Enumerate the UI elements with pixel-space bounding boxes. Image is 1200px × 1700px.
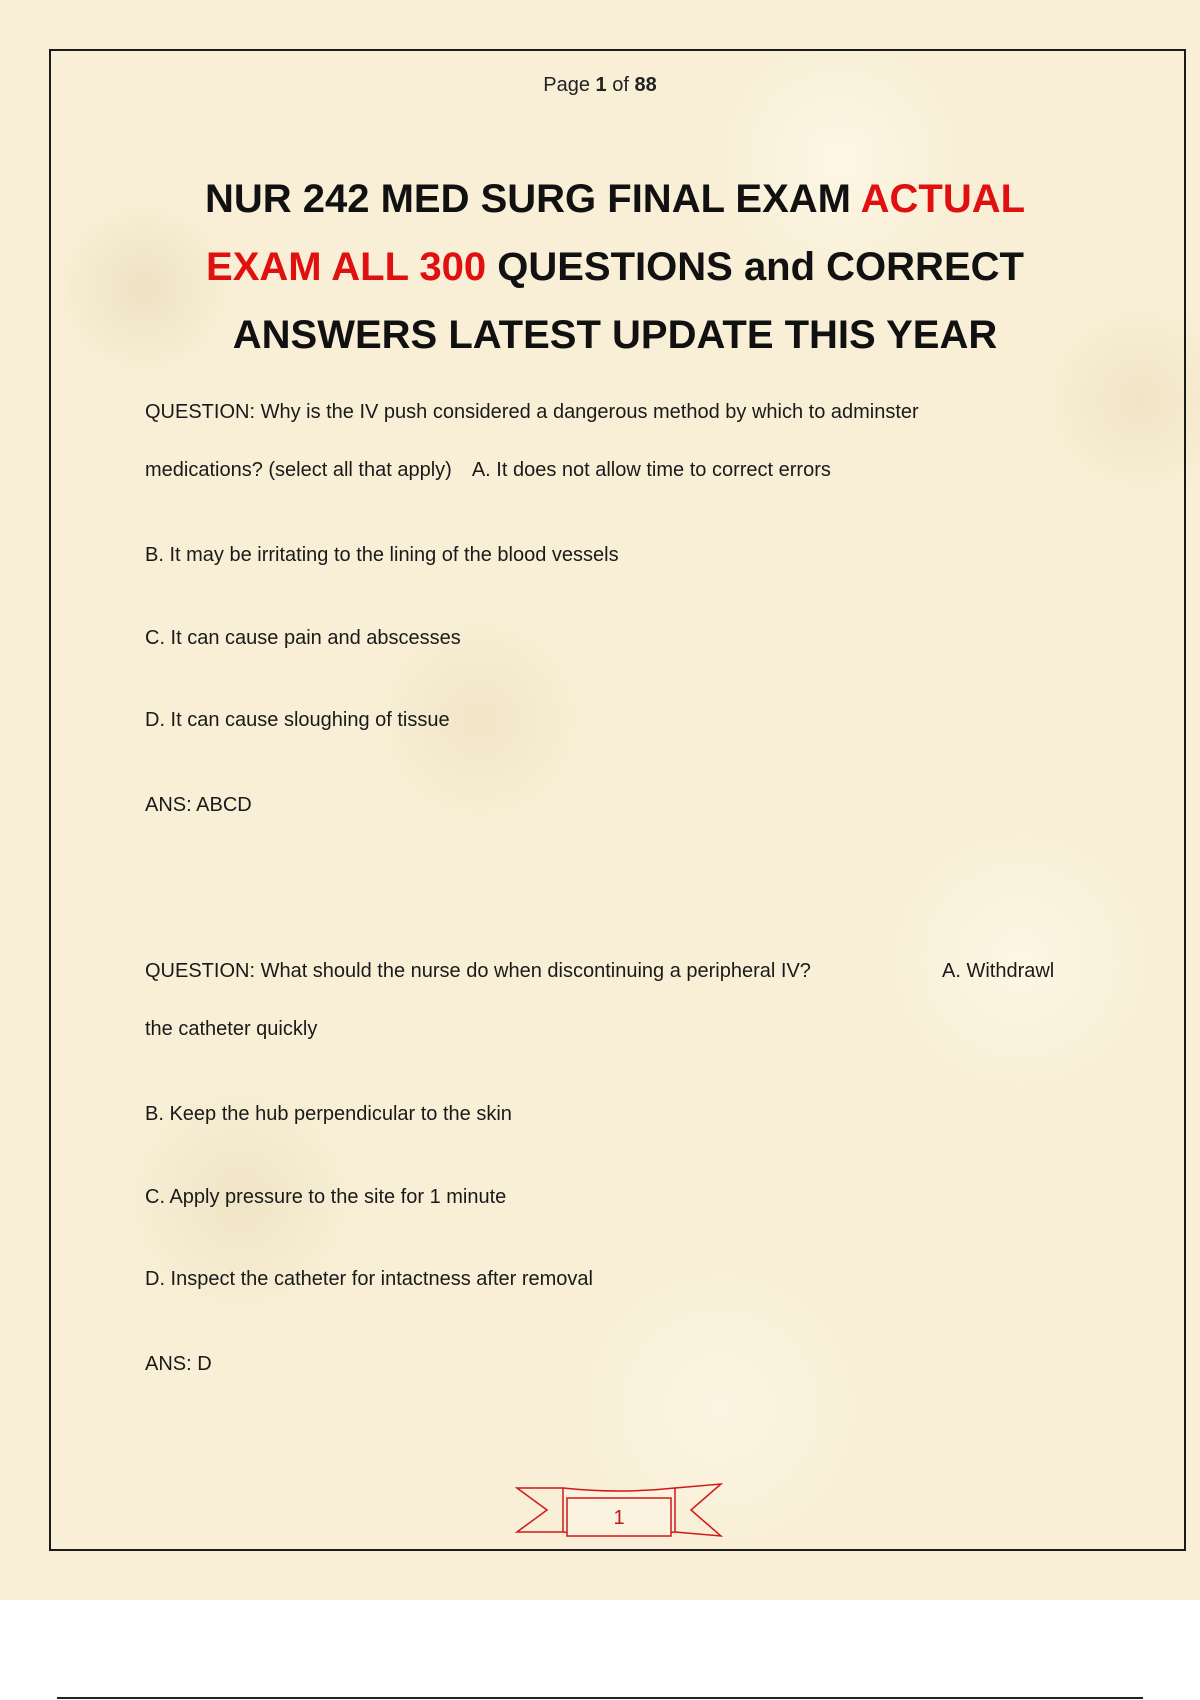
title-part-3: QUESTIONS and CORRECT ANSWERS LATEST UPDATE THIS YEAR bbox=[232, 245, 1024, 357]
question-1-option-b: B. It may be irritating to the lining of the blood vessels bbox=[145, 544, 619, 566]
question-1-answer: ANS: ABCD bbox=[145, 794, 252, 816]
ribbon-left-tail bbox=[517, 1488, 563, 1532]
question-2-stem-line-1 bbox=[145, 960, 811, 983]
question-2-option-c: C. Apply pressure to the site for 1 minute bbox=[145, 1186, 507, 1208]
page-number-ribbon bbox=[515, 1482, 723, 1540]
question-1-option-d: D. It can cause sloughing of tissue bbox=[145, 709, 450, 731]
current-page: 1 bbox=[595, 74, 607, 96]
bottom-divider bbox=[57, 1697, 1143, 1699]
page-indicator bbox=[0, 74, 1200, 97]
question-2-option-d: D. Inspect the catheter for intactness after removal bbox=[145, 1268, 593, 1290]
question-2-option-a-part-1: A. Withdrawl bbox=[942, 960, 1055, 982]
question-1-option-a: A. It does not allow time to correct errors bbox=[471, 459, 831, 481]
question-1-stem-line-2 bbox=[145, 459, 831, 482]
question-1-option-c: C. It can cause pain and abscesses bbox=[145, 627, 461, 649]
title-part-2-highlight: ACTUAL EXAM ALL 300 bbox=[206, 177, 1026, 289]
question-2-stem-text: QUESTION: What should the nurse do when discontinuing a peripheral IV? bbox=[145, 960, 811, 982]
page-prefix: Page bbox=[543, 74, 590, 96]
footer-page-number: 1 bbox=[613, 1507, 625, 1529]
document-title bbox=[150, 165, 1080, 369]
question-2-option-b: B. Keep the hub perpendicular to the skin bbox=[145, 1103, 512, 1125]
ribbon-right-tail bbox=[675, 1484, 721, 1536]
total-pages: 88 bbox=[634, 74, 657, 96]
question-2-option-a-part-2: the catheter quickly bbox=[145, 1018, 318, 1040]
question-1-stem-line-2-text: medications? (select all that apply) bbox=[145, 459, 452, 481]
page-of-label: of bbox=[612, 74, 629, 96]
question-1-stem-line-1: QUESTION: Why is the IV push considered a dangerous method by which to adminster bbox=[145, 401, 919, 423]
question-2-answer: ANS: D bbox=[145, 1353, 212, 1375]
title-part-1: NUR 242 MED SURG FINAL EXAM bbox=[204, 177, 861, 221]
